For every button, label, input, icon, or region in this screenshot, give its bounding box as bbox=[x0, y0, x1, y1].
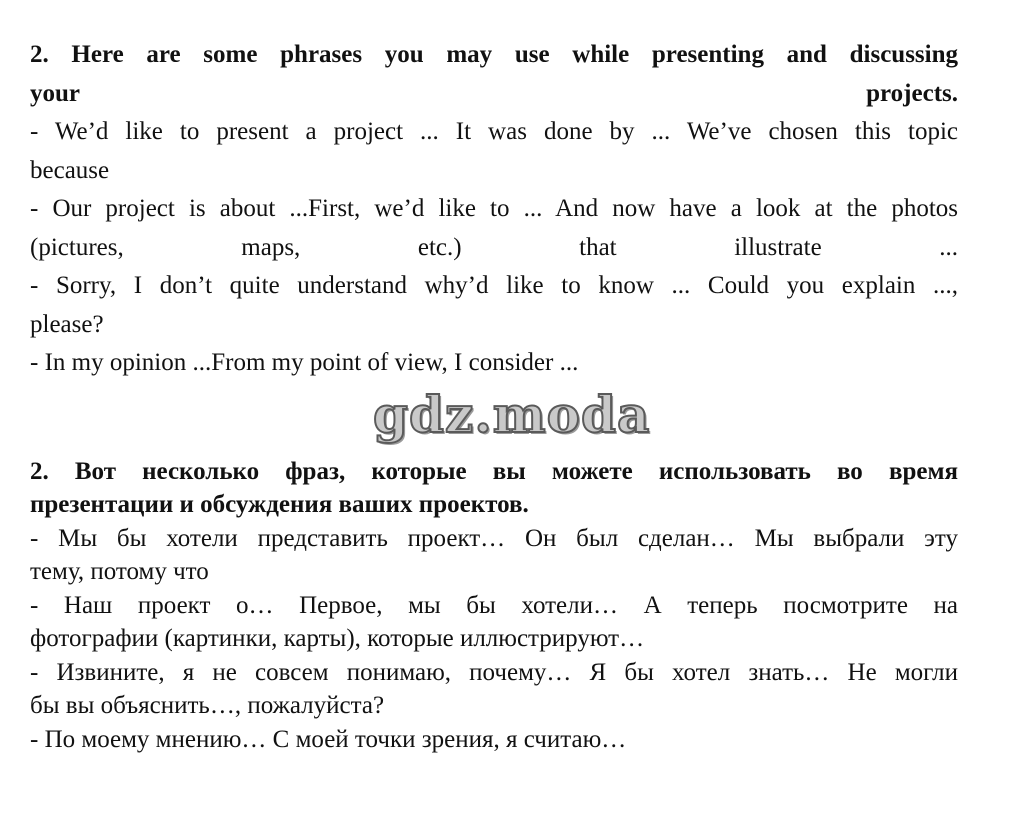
russian-phrase-3-line-2: бы вы объяснить…, пожалуйста? bbox=[30, 692, 385, 719]
russian-heading-line-1: 2. Вот несколько фраз, которые вы можете использовать во время bbox=[30, 457, 958, 485]
watermark-area bbox=[30, 383, 958, 449]
english-heading-line-1: 2. Here are some phrases you may use while presenting and discussing bbox=[30, 41, 958, 68]
english-phrase-3-line-2: please? bbox=[30, 310, 104, 338]
english-heading-word-your: your bbox=[30, 79, 80, 107]
english-phrase-2-line-1: - Our project is about ...First, we’d like to ... And now have a look at the photos bbox=[30, 195, 958, 222]
english-phrase-1-line-1: - We’d like to present a project ... It was done by ... We’ve chosen this topic bbox=[30, 118, 958, 145]
english-phrase-2-line-2: (pictures, maps, etc.) that illustrate ... bbox=[30, 233, 958, 261]
russian-phrase-2-line-2: фотографии (картинки, карты), которые иллюстрируют… bbox=[30, 625, 645, 652]
english-phrase-3-line-1: - Sorry, I don’t quite understand why’d like to know ... Could you explain ..., bbox=[30, 272, 958, 299]
english-heading-word-projects: projects. bbox=[866, 79, 958, 107]
english-phrase-4-line-1: - In my opinion ...From my point of view, I consider ... bbox=[30, 349, 579, 376]
russian-phrase-1-line-1: - Мы бы хотели представить проект… Он был сделан… Мы выбрали эту bbox=[30, 524, 958, 552]
watermark-logo: gdz.moda bbox=[373, 384, 651, 444]
russian-section bbox=[30, 455, 958, 757]
english-heading-line-2 bbox=[30, 75, 958, 114]
english-section bbox=[30, 36, 958, 383]
russian-phrase-3-line-1: - Извините, я не совсем понимаю, почему… Я бы хотел знать… Не могли bbox=[30, 658, 958, 686]
russian-phrase-2-line-1: - Наш проект о… Первое, мы бы хотели… А теперь посмотрите на bbox=[30, 591, 958, 619]
russian-phrase-1-line-2: тему, потому что bbox=[30, 558, 209, 585]
english-phrase-1-line-2: because bbox=[30, 156, 110, 184]
document-page bbox=[30, 36, 958, 756]
russian-heading-line-2: презентации и обсуждения ваших проектов. bbox=[30, 491, 529, 518]
russian-phrase-4-line-1: - По моему мнению… С моей точки зрения, я считаю… bbox=[30, 725, 627, 753]
